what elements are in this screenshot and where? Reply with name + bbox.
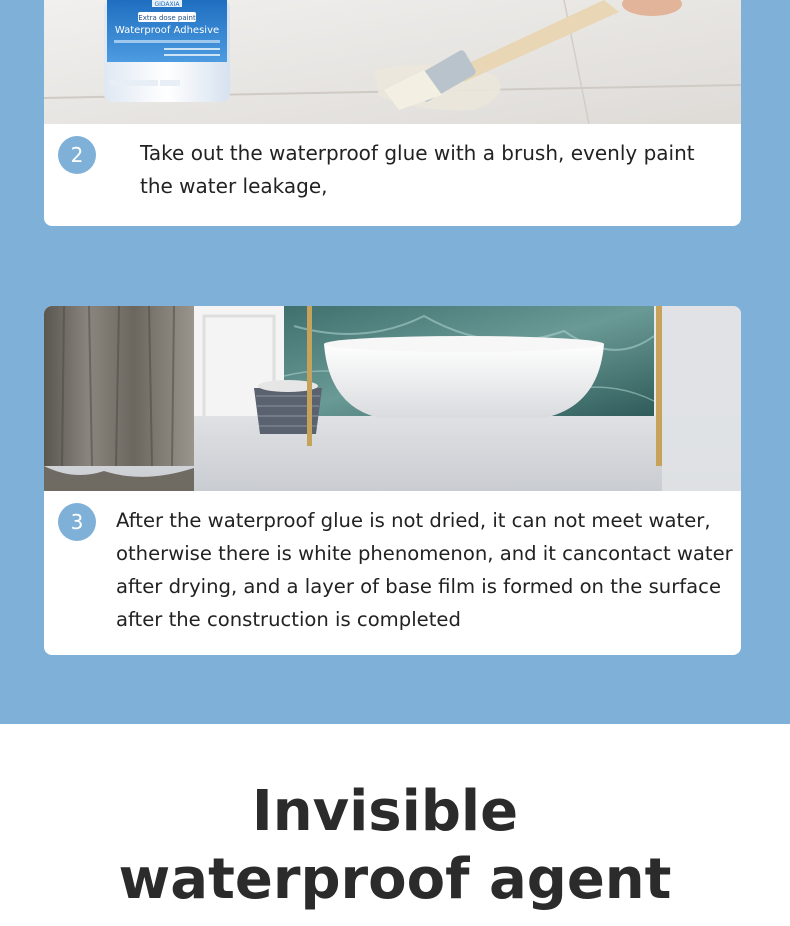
step-description: After the waterproof glue is not dried, it can not meet water, otherwise there is white phenomenon, and it cancontact water after drying, and a layer of base film is formed on the surface after the construction is completed: [116, 509, 733, 631]
brush-painting-photo: [44, 0, 741, 124]
section-headline: [0, 778, 790, 914]
step-card-2: [44, 0, 741, 226]
jar-tag: Extra dose paint: [138, 14, 196, 22]
jar-product-name: Waterproof Adhesive: [114, 25, 220, 36]
step-number-badge: 2: [58, 136, 96, 174]
step-card-3: [44, 306, 741, 655]
headline-line-1: Invisible: [251, 779, 519, 844]
step-description: Take out the waterproof glue with a brush, evenly paint the water leakage,: [140, 141, 695, 198]
step-number-badge: 3: [58, 503, 96, 541]
headline-line-2: waterproof agent: [118, 847, 672, 912]
jar-brand: GIDAXIA: [154, 1, 180, 8]
bathroom-bathtub-photo: [44, 306, 741, 491]
